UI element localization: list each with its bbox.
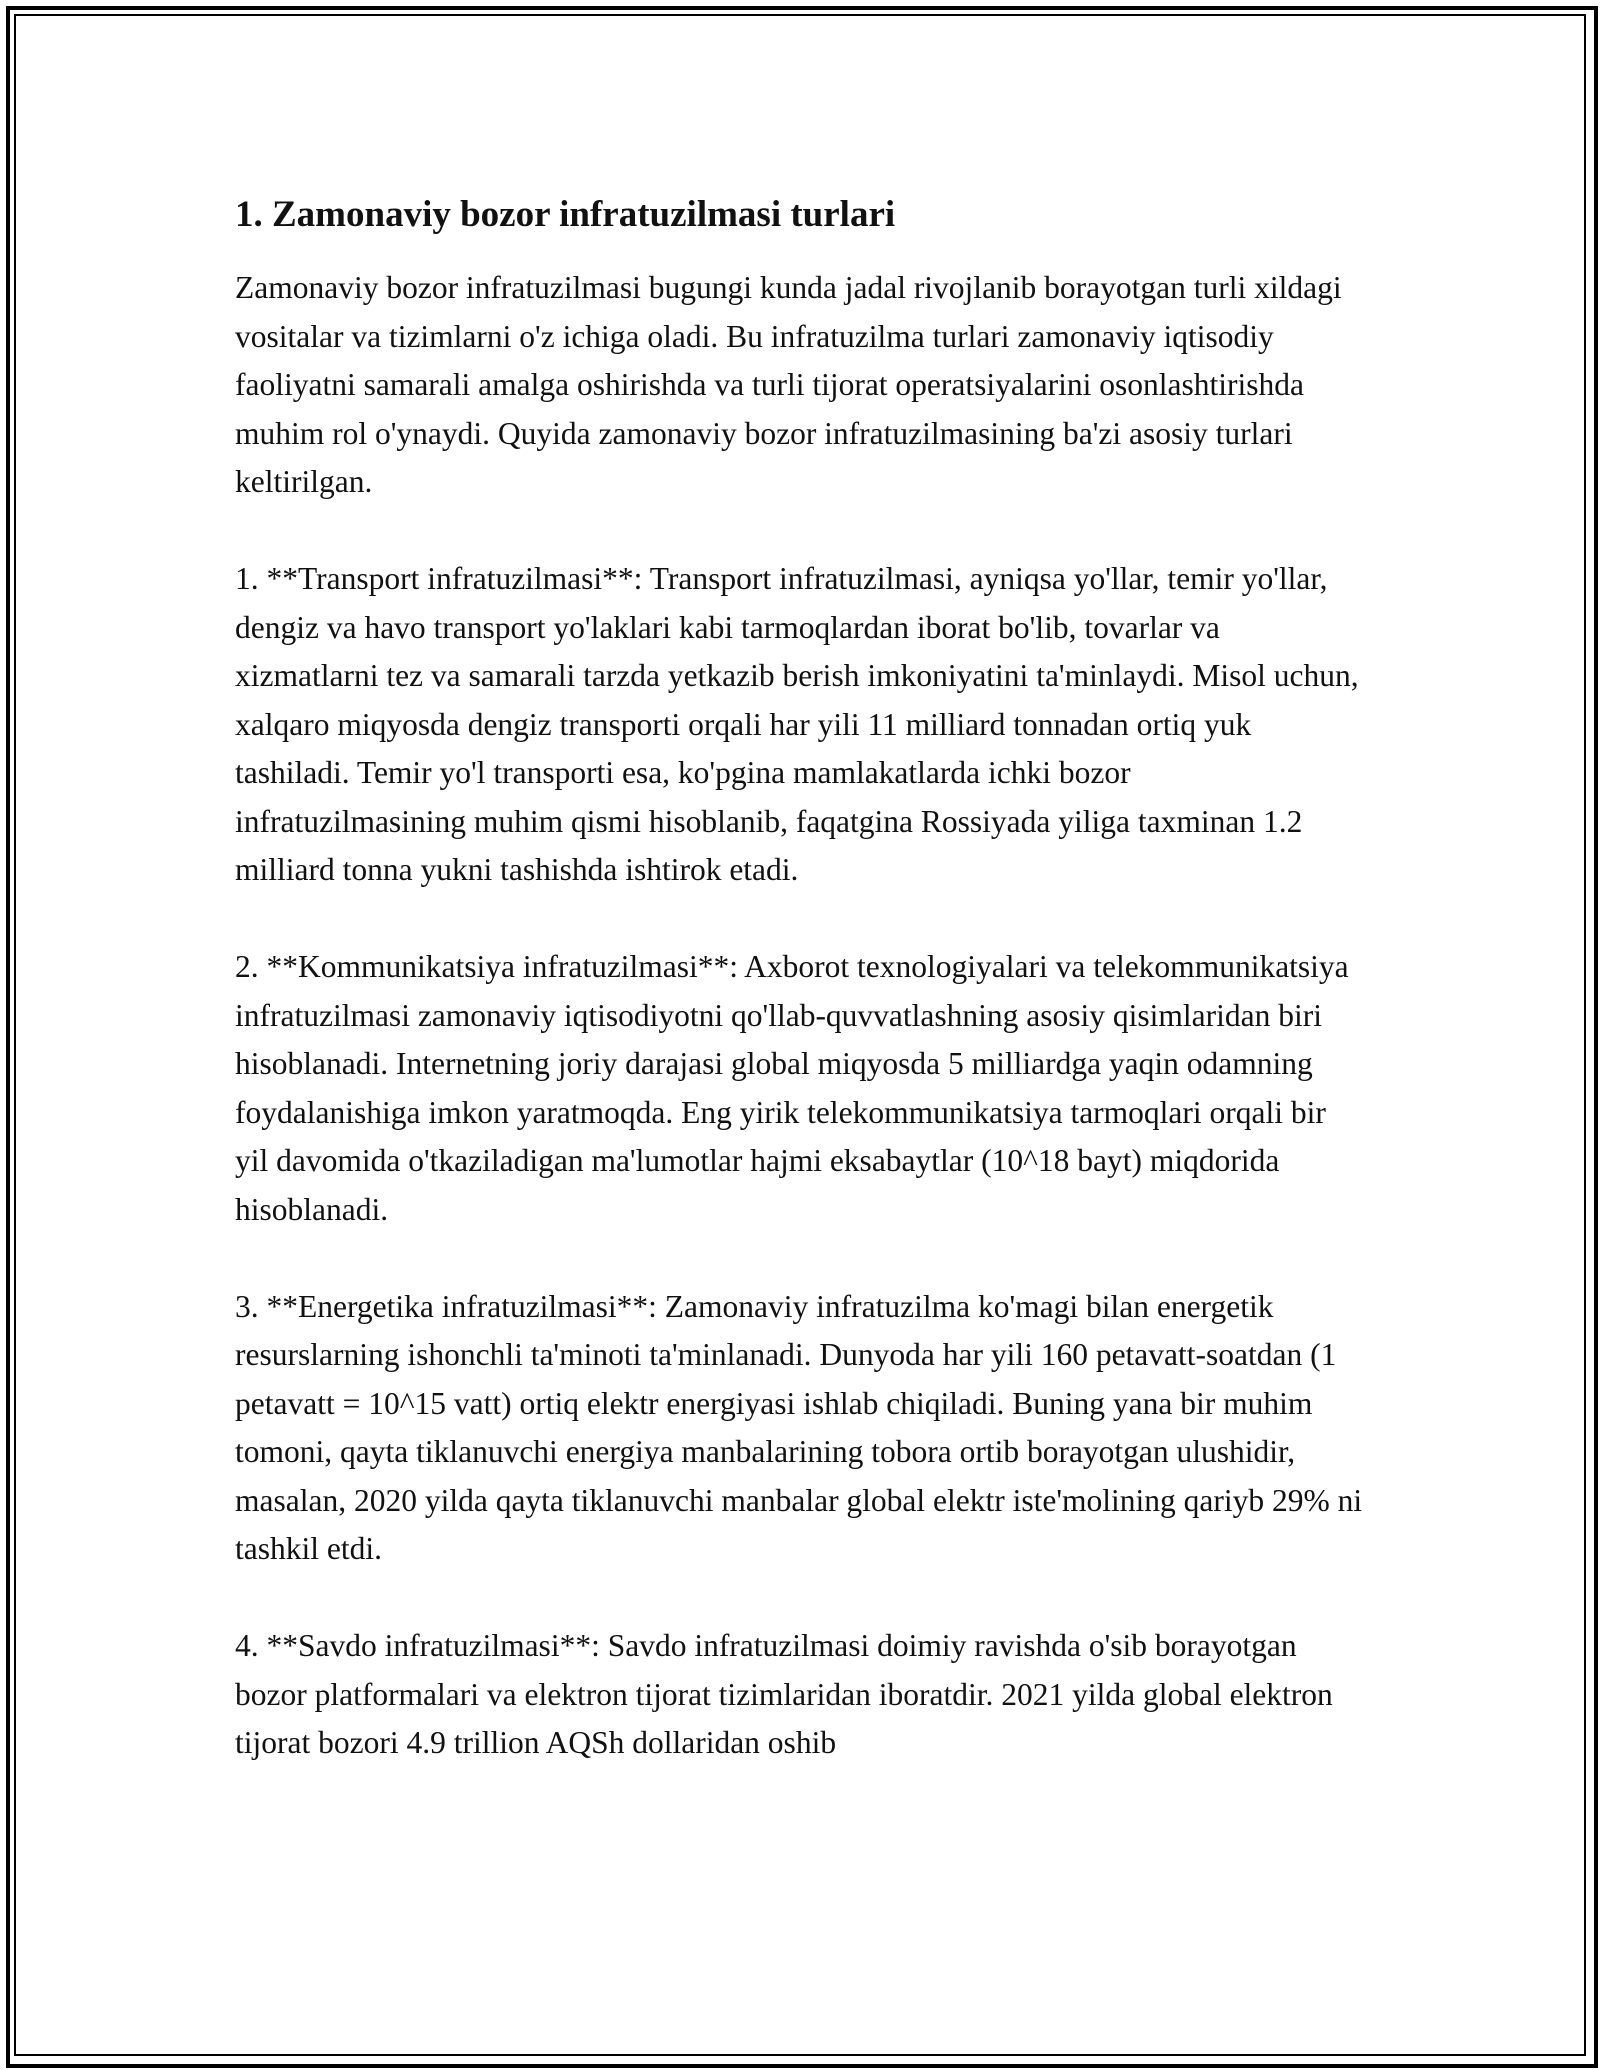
document-body: [235, 188, 1365, 1816]
communication-paragraph: 2. **Kommunikatsiya infratuzilmasi**: Axborot texnologiyalari va telekommunikatsiya infratuzilmasi zamonaviy iqtisodiyotni qo'llab-quvvatlashning asosiy qisimlaridan biri hisoblanadi. Internetning joriy darajasi global miqyosda 5 milliardga yaqin odamning foydalanishiga imkon yaratmoqda. Eng yirik telekommunikatsiya tarmoqlari orqali bir yil davomida o'tkaziladigan ma'lumotlar hajmi eksabaytlar (10^18 bayt) miqdorida hisoblanadi.: [235, 949, 1349, 1227]
transport-paragraph: 1. **Transport infratuzilmasi**: Transport infratuzilmasi, ayniqsa yo'llar, temir yo'llar, dengiz va havo transport yo'laklari kabi tarmoqlardan iborat bo'lib, tovarlar va xizmatlarni tez va samarali tarzda yetkazib berish imkoniyatini ta'minlaydi. Misol uchun, xalqaro miqyosda dengiz transporti orqali har yili 11 milliard tonnadan ortiq yuk tashiladi. Temir yo'l transporti esa, ko'pgina mamlakatlarda ichki bozor infratuzilmasining muhim qismi hisoblanib, faqatgina Rossiyada yiliga taxminan 1.2 milliard tonna yukni tashishda ishtirok etadi.: [235, 561, 1359, 887]
section-heading: 1. Zamonaviy bozor infratuzilmasi turlari: [235, 194, 896, 235]
energy-paragraph: 3. **Energetika infratuzilmasi**: Zamonaviy infratuzilma ko'magi bilan energetik resurslarning ishonchli ta'minoti ta'minlanadi. Dunyoda har yili 160 petavatt-soatdan (1 petavatt = 10^15 vatt) ortiq elektr energiyasi ishlab chiqiladi. Buning yana bir muhim tomoni, qayta tiklanuvchi energiya manbalarining tobora ortib borayotgan ulushidir, masalan, 2020 yilda qayta tiklanuvchi manbalar global elektr iste'molining qariyb 29% ni tashkil etdi.: [235, 1288, 1363, 1566]
trade-paragraph: 4. **Savdo infratuzilmasi**: Savdo infratuzilmasi doimiy ravishda o'sib borayotgan bozor platformalari va elektron tijorat tizimlaridan iboratdir. 2021 yilda global elektron tijorat bozori 4.9 trillion AQSh dollaridan oshib: [235, 1628, 1333, 1760]
intro-paragraph: Zamonaviy bozor infratuzilmasi bugungi kunda jadal rivojlanib borayotgan turli xildagi vositalar va tizimlarni o'z ichiga oladi. Bu infratuzilma turlari zamonaviy iqtisodiy faoliyatni samarali amalga oshirishda va turli tijorat operatsiyalarini osonlashtirishda muhim rol o'ynaydi. Quyida zamonaviy bozor infratuzilmasining ba'zi asosiy turlari keltirilgan.: [235, 270, 1342, 499]
